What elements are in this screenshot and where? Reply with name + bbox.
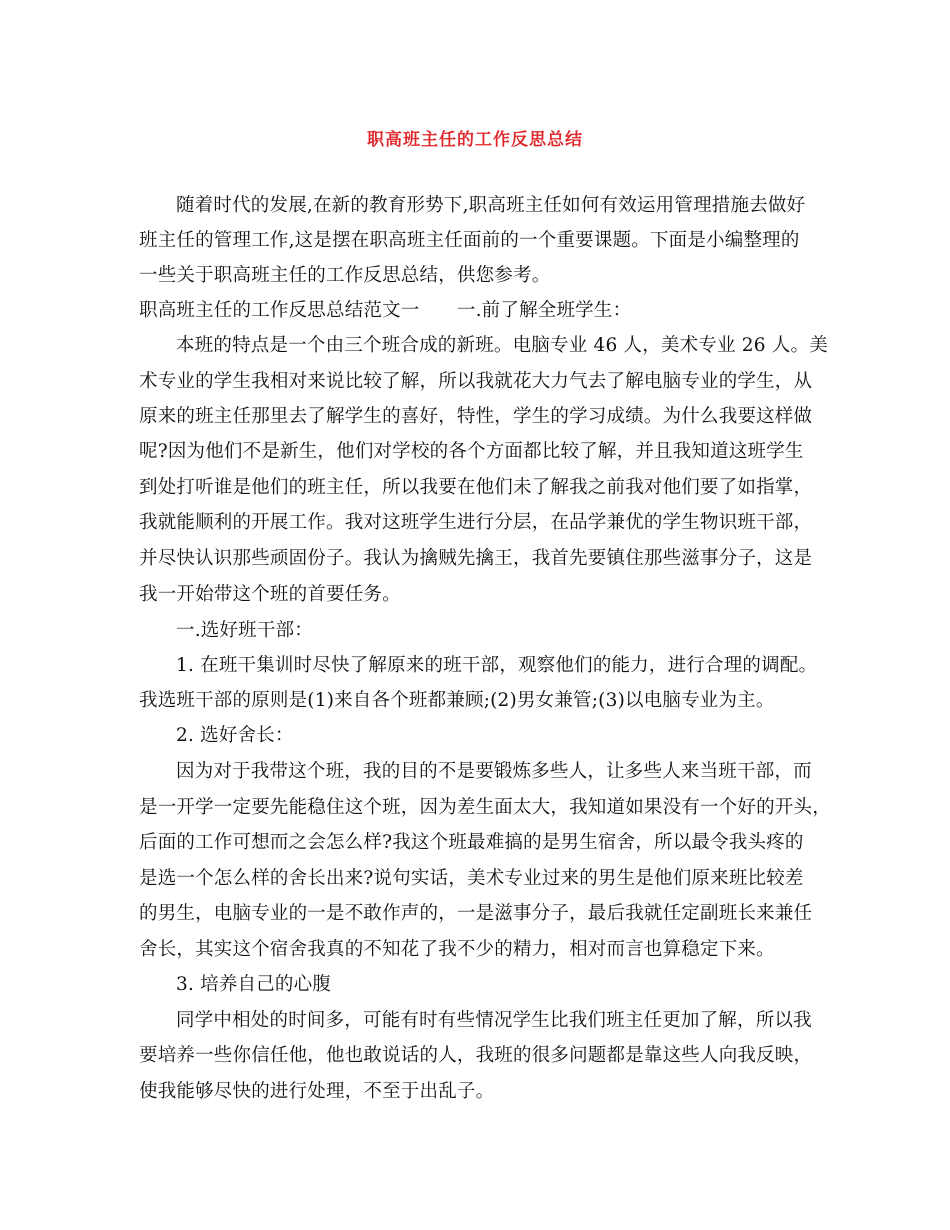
paragraph-line: 同学中相处的时间多，可能有时有些情况学生比我们班主任更加了解，所以我 [176,1010,812,1031]
paragraph-line: 原来的班主任那里去了解学生的喜好，特性，学生的学习成绩。为什么我要这样做 [139,406,813,427]
section-heading: 3. 培养自己的心腹 [176,974,332,995]
paragraph-line: 我就能顺利的开展工作。我对这班学生进行分层，在品学兼优的学生物识班干部， [139,512,813,533]
paragraph-line: 使我能够尽快的进行处理，不至于出乱子。 [139,1081,495,1102]
paragraph-line: 呢?因为他们不是新生，他们对学校的各个方面都比较了解，并且我知道这班学生 [139,441,804,462]
paragraph-line: 要培养一些你信任他，他也敢说话的人，我班的很多问题都是靠这些人向我反映， [139,1045,813,1066]
document-title: 职高班主任的工作反思总结 [367,130,583,150]
paragraph-line: 的男生，电脑专业的一是不敢作声的，一是滋事分子，最后我就任定副班长来兼任 [139,903,813,924]
paragraph-line: 后面的工作可想而之会怎么样?我这个班最难搞的是男生宿舍，所以最令我头疼的 [139,832,804,853]
paragraph-line: 一些关于职高班主任的工作反思总结，供您参考。 [139,265,551,286]
paragraph-line: 因为对于我带这个班，我的目的不是要锻炼多些人，让多些人来当班干部，而 [176,761,812,782]
paragraph-line: 我选班干部的原则是(1)来自各个班都兼顾;(2)男女兼管;(3)以电脑专业为主。 [139,690,775,711]
paragraph-line: 术专业的学生我相对来说比较了解，所以我就花大力气去了解电脑专业的学生，从 [139,371,813,392]
paragraph-line: 是选一个怎么样的舍长出来?说句实话，美术专业过来的男生是他们原来班比较差 [139,868,804,889]
section-heading: 一.选好班干部： [176,620,313,641]
paragraph-line: 舍长，其实这个宿舍我真的不知花了我不少的精力，相对而言也算稳定下来。 [139,939,775,960]
section-heading: 2. 选好舍长： [176,725,294,746]
paragraph-line: 本班的特点是一个由三个班合成的新班。电脑专业 46 人，美术专业 26 人。美 [176,335,828,356]
paragraph-line: 我一开始带这个班的首要任务。 [139,584,401,605]
paragraph-line: 并尽快认识那些顽固份子。我认为擒贼先擒王，我首先要镇住那些滋事分子，这是 [139,548,813,569]
paragraph-line: 班主任的管理工作,这是摆在职高班主任面前的一个重要课题。下面是小编整理的 [139,230,800,251]
section-heading: 职高班主任的工作反思总结范文一 一.前了解全班学生： [139,300,632,321]
paragraph-line: 随着时代的发展,在新的教育形势下,职高班主任如何有效运用管理措施去做好 [176,195,806,216]
paragraph-line: 到处打听谁是他们的班主任，所以我要在他们未了解我之前我对他们要了如指掌， [139,477,813,498]
paragraph-line: 是一开学一定要先能稳住这个班，因为差生面太大，我知道如果没有一个好的开头， [139,797,831,818]
paragraph-line: 1. 在班干集训时尽快了解原来的班干部，观察他们的能力，进行合理的调配。 [176,655,818,676]
